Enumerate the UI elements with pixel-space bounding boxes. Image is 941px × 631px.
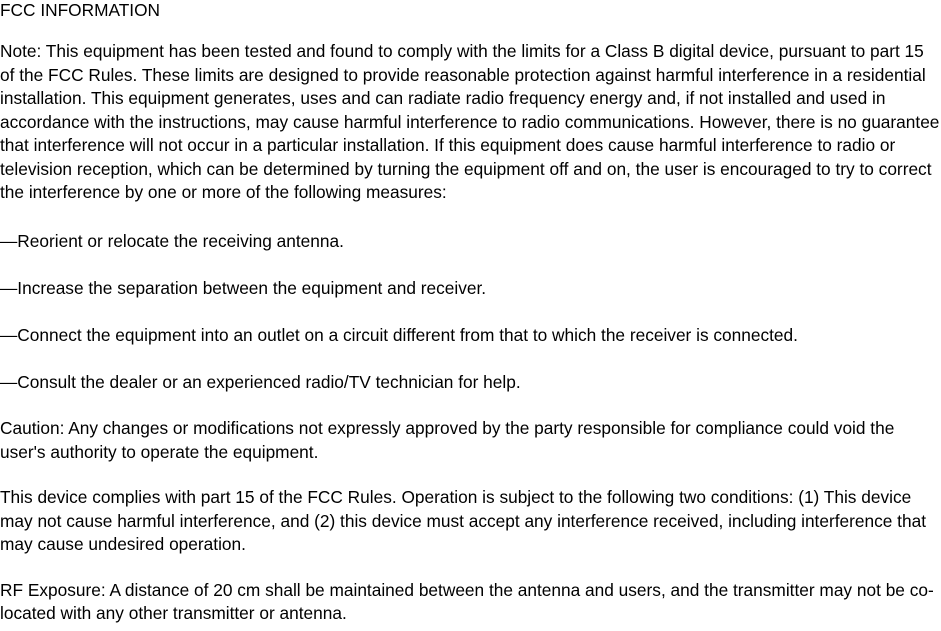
document-title: FCC INFORMATION <box>0 0 160 20</box>
rf-exposure-paragraph: RF Exposure: A distance of 20 cm shall be maintained between the antenna and users, and the transmitter may not be co-located with any other transmitter or antenna. <box>0 579 934 623</box>
note-paragraph: Note: This equipment has been tested and found to comply with the limits for a Class B digital device, pursuant to part 15 of the FCC Rules. These limits are designed to provide reasonable protection against harmful interference in a residential installation. This equipment generates, uses and can radiate radio frequency energy and, if not installed and used in accordance with the instructions, may cause harmful interference to radio communications. However, there is no guarantee that interference will not occur in a particular installation. If this equipment does cause harmful interference to radio or television reception, which can be determined by turning the equipment off and on, the user is encouraged to try to correct the interference by one or more of the following measures: <box>0 41 940 202</box>
compliance-paragraph: This device complies with part 15 of the FCC Rules. Operation is subject to the following two conditions: (1) This device may not cause harmful interference, and (2) this device must accept any interference received, including interference that may cause undesired operation. <box>0 487 926 554</box>
caution-paragraph: Caution: Any changes or modifications not expressly approved by the party responsible for compliance could void the user's authority to operate the equipment. <box>0 418 895 462</box>
measure-item: —Reorient or relocate the receiving antenna. <box>0 231 344 251</box>
measure-item: —Increase the separation between the equipment and receiver. <box>0 278 487 298</box>
measure-item: —Connect the equipment into an outlet on a circuit different from that to which the receiver is connected. <box>0 325 798 345</box>
measure-item: —Consult the dealer or an experienced radio/TV technician for help. <box>0 372 521 392</box>
